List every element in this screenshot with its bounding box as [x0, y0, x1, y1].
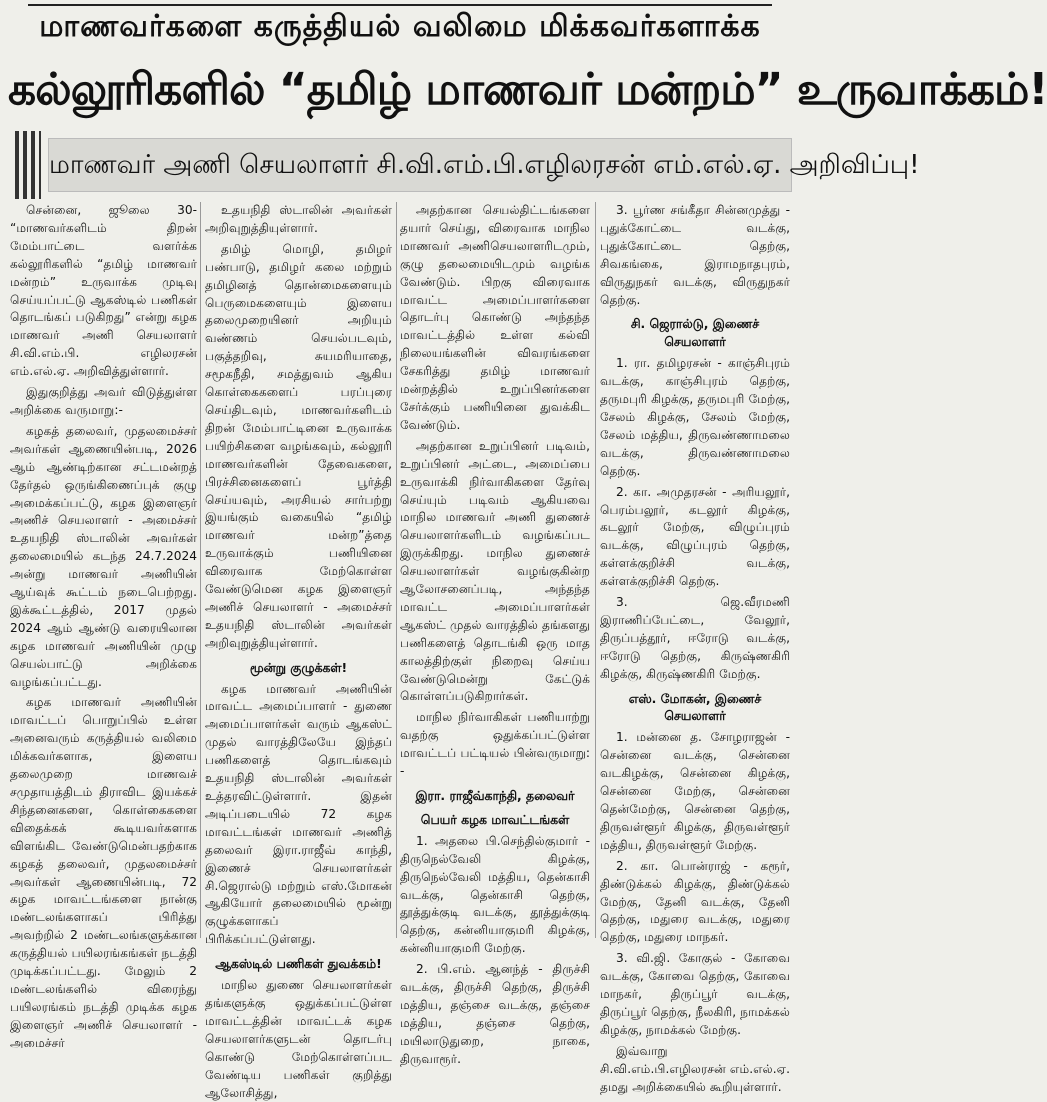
section-subheading: ஆகஸ்டில் பணிகள் துவக்கம்!	[215, 956, 382, 972]
column-divider	[396, 202, 397, 938]
article-paragraph: 3. வி.ஜி. கோகுல் - கோவை வடக்கு, கோவை தெற்கு, கோவை மாநகர், திருப்பூர் வடக்கு, திருப்பூர் தெற்கு, நீலகிரி, நாமக்கல் கிழக்கு, நாமக்கல் மேற்கு.	[600, 951, 790, 1037]
article-paragraph: சென்னை, ஜூலை 30- “மாணவர்களிடம் திறன் மேம்பாட்டை வளர்க்க கல்லூரிகளில் “தமிழ் மாணவர் மன்றம்” உருவாக்க முடிவு செய்யப்பட்டு ஆகஸ்டில் பணிகள் தொடங்கப் படுகிறது” என்று கழக மாணவர் அணி செயலாளர் சி.வி.எம்.பி. எழிலரசன் எம்.எல்.ஏ. அறிவித்துள்ளார்.	[10, 203, 197, 379]
article-column-1	[10, 202, 197, 1050]
article-paragraph: 3. பூர்ண சங்கீதா சின்னமுத்து - புதுக்கோட்டை வடக்கு, புதுக்கோட்டை தெற்கு, சிவகங்கை, இராமநாதபுரம், விருதுநகர் வடக்கு, விருதுநகர் தெற்கு.	[600, 203, 790, 307]
column-divider	[595, 202, 596, 938]
kicker-line: மாணவர்களை கருத்தியல் வலிமை மிக்கவர்களாக்க	[28, 4, 772, 48]
article-paragraph: அதற்கான செயல்திட்டங்களை தயார் செய்து, விரைவாக மாநில மாணவர் அணிசெயலாளரிடமும், குழு தலைமையிடமும் வழங்க வேண்டும். பிறகு விரைவாக மாவட்ட அமைப்பாளர்களை தொடர்பு கொண்டு அந்தந்த மாவட்டத்தில் உள்ள கல்வி நிலையங்களின் விவரங்களை சேகரித்து தமிழ் மாணவர் மன்றத்தில் உறுப்பினர்களை சேர்க்கும் பணியினை துவக்கிட வேண்டும்.	[400, 203, 590, 432]
article-paragraph: தமிழ் மொழி, தமிழர் பண்பாடு, தமிழர் கலை மற்றும் தமிழினத் தொன்மைகளையும் பெருமைகளையும் இளைய தலைமுறையினர் அறியும் வண்ணம் செயல்படவும், பகுத்தறிவு, சுயமரியாதை, சமூகநீதி, சமத்துவம் ஆகிய கொள்கைகளைப் பரப்புரை செய்திடவும், மாணவர்களிடம் திறன் மேம்பாட்டினை உருவாக்க பயிற்சிகளை வழங்கவும், கல்லூரி மாணவர்களின் தேவைகளை, பிரச்சினைகளைப் பூர்த்தி செய்யவும், அரசியல் சார்பற்று இயங்கும் வகையில் “தமிழ் மாணவர் மன்ற”த்தை உருவாக்கும் பணியினை விரைவாக மேற்கொள்ள வேண்டுமென கழக இளைஞர் அணிச் செயலாளர் - அமைச்சர் உதயநிதி ஸ்டாலின் அவர்கள் அறிவுறுத்தியுள்ளார்.	[205, 241, 392, 650]
article-paragraph: 3. ஜெ.வீரமணி இராணிப்பேட்டை, வேலூர், திருப்பத்தூர், ஈரோடு வடக்கு, ஈரோடு தெற்கு, கிருஷ்ணகிரி கிழக்கு, கிருஷ்ணகிரி மேற்கு.	[600, 595, 790, 681]
column-divider	[200, 202, 201, 938]
article-paragraph: 2. கா. பொன்ராஜ் - கரூர், திண்டுக்கல் கிழக்கு, திண்டுக்கல் மேற்கு, தேனி வடக்கு, தேனி தெற்கு, மதுரை வடக்கு, மதுரை தெற்கு, மதுரை மாநகர்.	[600, 858, 790, 945]
section-subheading: மூன்று குழுக்கள்!	[249, 659, 348, 675]
article-paragraph: 1. மன்னை த. சோழராஜன் - சென்னை வடக்கு, சென்னை வடகிழக்கு, சென்னை கிழக்கு, சென்னை மேற்கு, சென்னை தென்மேற்கு, சென்னை தெற்கு, திருவள்ளூர் கிழக்கு, திருவள்ளூர் மத்திய, திருவள்ளூர் மேற்கு.	[600, 730, 790, 852]
article-paragraph: 2. பி.எம். ஆனந்த் - திருச்சி வடக்கு, திருச்சி தெற்கு, திருச்சி மத்திய, தஞ்சை வடக்கு, தஞ்சை மத்திய, தஞ்சை தெற்கு, மயிலாடுதுறை, நாகை, திருவாரூர்.	[400, 962, 590, 1066]
article-paragraph: 1. அதலை பி.செந்தில்குமார் - திருநெல்வேலி கிழக்கு, திருநெல்வேலி மத்திய, தென்காசி வடக்கு, தென்காசி தெற்கு, தூத்துக்குடி வடக்கு, தூத்துக்குடி தெற்கு, கன்னியாகுமரி கிழக்கு, கன்னியாகுமரி மேற்கு.	[400, 833, 590, 956]
article-paragraph: இதுகுறித்து அவர் விடுத்துள்ள அறிக்கை வருமாறு:-	[10, 385, 197, 417]
subheadline: மாணவர் அணி செயலாளர் சி.வி.எம்.பி.எழிலரசன் எம்.எல்.ஏ. அறிவிப்பு!	[48, 138, 792, 192]
headline: கல்லூரிகளில் “தமிழ் மாணவர் மன்றம்” உருவாக்கம்!	[8, 64, 1047, 115]
section-subheading: எஸ். மோகன், இணைச் செயலாளர்	[628, 690, 762, 724]
section-subheading: இரா. ராஜீவ்காந்தி, தலைவர்	[415, 788, 575, 803]
section-subheading: பெயர் கழக மாவட்டங்கள்	[420, 811, 570, 827]
article-column-2	[205, 202, 392, 1100]
article-paragraph: கழக மாணவர் அணியின் மாவட்ட அமைப்பாளர் - துணை அமைப்பாளர்கள் வரும் ஆகஸ்ட் முதல் வாரத்திலேயே இந்தப் பணிகளைத் தொடங்கவும் உதயநிதி ஸ்டாலின் அவர்கள் உத்தரவிட்டுள்ளார். இதன் அடிப்படையில் 72 கழக மாவட்டங்கள் மாணவர் அணித் தலைவர் இரா.ராஜீவ் காந்தி, இணைச் செயலாளர்கள் சி.ஜெரால்டு மற்றும் எஸ்.மோகன் ஆகியோர் தலைமையில் மூன்று குழுக்களாகப் பிரிக்கப்பட்டுள்ளது.	[205, 681, 392, 947]
article-paragraph: கழகத் தலைவர், முதலமைச்சர் அவர்கள் ஆணையின்படி, 2026 ஆம் ஆண்டிற்கான சட்டமன்றத் தேர்தல் ஒருங்கிணைப்புக் குழு அமைக்கப்பட்டு, கழக இளைஞர் அணிச் செயலாளர் - அமைச்சர் உதயநிதி ஸ்டாலின் அவர்கள் தலைமையில் கடந்த 24.7.2024 அன்று மாணவர் அணியின் ஆய்வுக் கூட்டம் நடைபெற்றது. இக்கூட்டத்தில், 2017 முதல் 2024 ஆம் ஆண்டு வரையிலான கழக மாணவர் அணியின் முழு செயல்பாட்டு அறிக்கை வழங்கப்பட்டது.	[10, 423, 197, 689]
article-paragraph: மாநில துணை செயலாளர்கள் தங்களுக்கு ஒதுக்கப்பட்டுள்ள மாவட்டத்தின் மாவட்டக் கழக செயலாளர்களுடன் தொடர்பு கொண்டு மேற்கொள்ளப்பட வேண்டிய பணிகள் குறித்து ஆலோசித்து,	[205, 978, 392, 1100]
article-paragraph: மாநில நிர்வாகிகள் பணியாற்று வதற்கு ஒதுக்கப்பட்டுள்ள மாவட்டப் பட்டியல் பின்வருமாறு: -	[400, 710, 590, 779]
article-paragraph: அதற்கான உறுப்பினர் படிவம், உறுப்பினர் அட்டை, அமைப்பை உருவாக்கி நிர்வாகிகளை தேர்வு செய்யும் படிவம் ஆகியவை மாநில மாணவர் அணி துணைச் செயலாளர்களிடம் வழங்கப்பட இருக்கிறது. மாநில துணைச் செயலாளர்கள் வழங்குகின்ற ஆலோசனைப்படி, அந்தந்த மாவட்ட அமைப்பாளர்கள் ஆகஸ்ட் முதல் வாரத்தில் தங்களது பணிகளைத் தொடங்கி ஒரு மாத காலத்திற்குள் நிறைவு செய்ய வேண்டுமென்று கேட்டுக் கொள்ளப்படுகிறார்கள்.	[400, 438, 590, 704]
article-paragraph: கழக மாணவர் அணியின் மாவட்டப் பொறுப்பில் உள்ள அனைவரும் கருத்தியல் வலிமை மிக்கவர்களாக, இளைய தலைமுறை மாணவச் சமுதாயத்திடம் திராவிட இயக்கச் சிந்தனைகளை, கொள்கைகளை விதைக்கக் கூடியவர்களாக விளங்கிட வேண்டுமென்பதற்காக கழகத் தலைவர், முதலமைச்சர் அவர்கள் ஆணையின்படி, 72 கழக மாவட்டங்களை நான்கு மண்டலங்களாகப் பிரித்து அவற்றில் 2 மண்டலங்களுக்கான கருத்தியல் பயிலரங்கங்கள் நடத்தி முடிக்கப்பட்டது. மேலும் 2 மண்டலங்களில் விரைந்து பயிலரங்கம் நடத்தி முடிக்க கழக இளைஞர் அணிச் செயலாளர் - அமைச்சர்	[10, 695, 197, 1050]
article-paragraph: 2. கா. அமுதரசன் - அரியலூர், பெரம்பலூர், கடலூர் கிழக்கு, கடலூர் மேற்கு, விழுப்புரம் வடக்கு, விழுப்புரம் தெற்கு, கள்ளக்குறிச்சி வடக்கு, கள்ளக்குறிச்சி தெற்கு.	[600, 484, 790, 589]
article-column-4	[600, 202, 790, 1094]
article-paragraph: 1. ரா. தமிழரசன் - காஞ்சிபுரம் வடக்கு, காஞ்சிபுரம் தெற்கு, தருமபுரி கிழக்கு, தருமபுரி மேற்கு, சேலம் கிழக்கு, சேலம் மேற்கு, சேலம் மத்திய, திருவண்ணாமலை வடக்கு, திருவண்ணாமலை தெற்கு.	[600, 356, 790, 478]
article-column-3	[400, 202, 590, 1066]
article-paragraph: இவ்வாறு சி.வி.எம்.பி.எழிலரசன் எம்.எல்.ஏ. தமது அறிக்கையில் கூறியுள்ளார்.	[600, 1043, 790, 1094]
section-subheading: சி. ஜெரால்டு, இணைச் செயலாளர்	[630, 316, 760, 350]
article-paragraph: உதயநிதி ஸ்டாலின் அவர்கள் அறிவுறுத்தியுள்ளார்.	[205, 203, 392, 235]
